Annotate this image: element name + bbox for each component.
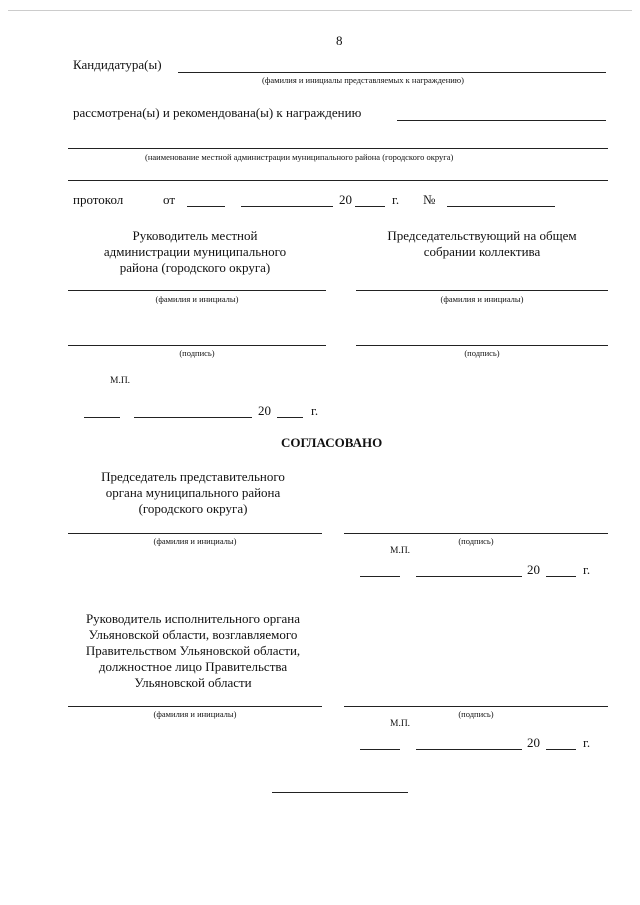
chair-year-line[interactable] [546,576,576,577]
chair-title-line-3: (городского округа) [138,501,248,516]
chair-sign-line[interactable] [344,533,608,534]
chair-year-prefix: 20 [527,562,540,577]
candidacy-line[interactable] [178,72,606,73]
left-year-prefix: 20 [258,403,271,418]
chair-month-line[interactable] [416,576,522,577]
closing-separator [272,792,408,793]
right-name-line[interactable] [356,290,608,291]
recommend-line[interactable] [397,120,606,121]
exec-year-suffix: г. [583,735,591,750]
left-name-caption: (фамилия и инициалы) [155,294,239,304]
protocol-month-line[interactable] [241,206,333,207]
left-sign-line[interactable] [68,345,326,346]
exec-sign-line[interactable] [344,706,608,707]
right-name-caption: (фамилия и инициалы) [440,294,524,304]
exec-title-line-1: Руководитель исполнительного органа [85,611,301,626]
administration-line[interactable] [68,148,608,149]
exec-title-line-4: должностное лицо Правительства [98,659,288,674]
left-month-line[interactable] [134,417,252,418]
left-title-line-1: Руководитель местной [132,228,258,243]
left-year-suffix: г. [311,403,319,418]
candidacy-caption: (фамилия и инициалы представляемых к награждению) [262,75,464,85]
left-title-line-3: района (городского округа) [119,260,271,275]
exec-year-prefix: 20 [527,735,540,750]
administration-caption: (наименование местной администрации муниципального района (городского округа) [145,152,454,162]
left-name-line[interactable] [68,290,326,291]
recommend-label: рассмотрена(ы) и рекомендована(ы) к награждению [73,105,362,120]
exec-sign-caption: (подпись) [458,709,494,719]
chair-year-suffix: г. [583,562,591,577]
chair-day-line[interactable] [360,576,400,577]
right-title-line-2: собрании коллектива [423,244,541,259]
protocol-number-line[interactable] [447,206,555,207]
protocol-day-line[interactable] [187,206,225,207]
protocol-from: от [163,192,176,207]
left-stamp: М.П. [110,376,131,386]
chair-name-line[interactable] [68,533,322,534]
page-number: 8 [336,33,343,48]
agreed-heading: СОГЛАСОВАНО [281,435,383,450]
chair-stamp: М.П. [390,546,411,556]
exec-title-line-5: Ульяновской области [134,675,252,690]
right-sign-line[interactable] [356,345,608,346]
exec-year-line[interactable] [546,749,576,750]
exec-day-line[interactable] [360,749,400,750]
left-year-line[interactable] [277,417,303,418]
exec-stamp: М.П. [390,719,411,729]
protocol-year-prefix: 20 [339,192,352,207]
left-day-line[interactable] [84,417,120,418]
protocol-label: протокол [73,192,124,207]
chair-sign-caption: (подпись) [458,536,494,546]
scan-top-edge [8,10,632,11]
left-sign-caption: (подпись) [179,348,215,358]
protocol-number-sign: № [423,192,436,207]
right-title-line-1: Председательствующий на общем [387,228,577,243]
exec-name-line[interactable] [68,706,322,707]
right-sign-caption: (подпись) [464,348,500,358]
administration-line-2[interactable] [68,180,608,181]
chair-title-line-1: Председатель представительного [101,469,285,484]
exec-title-line-2: Ульяновской области, возглавляемого [88,627,298,642]
exec-month-line[interactable] [416,749,522,750]
chair-name-caption: (фамилия и инициалы) [153,536,237,546]
protocol-year-line[interactable] [355,206,385,207]
exec-name-caption: (фамилия и инициалы) [153,709,237,719]
exec-title-line-3: Правительством Ульяновской области, [85,643,301,658]
protocol-year-suffix: г. [392,192,400,207]
candidacy-label: Кандидатура(ы) [73,57,162,72]
left-title-line-2: администрации муниципального [103,244,287,259]
chair-title-line-2: органа муниципального района [105,485,281,500]
